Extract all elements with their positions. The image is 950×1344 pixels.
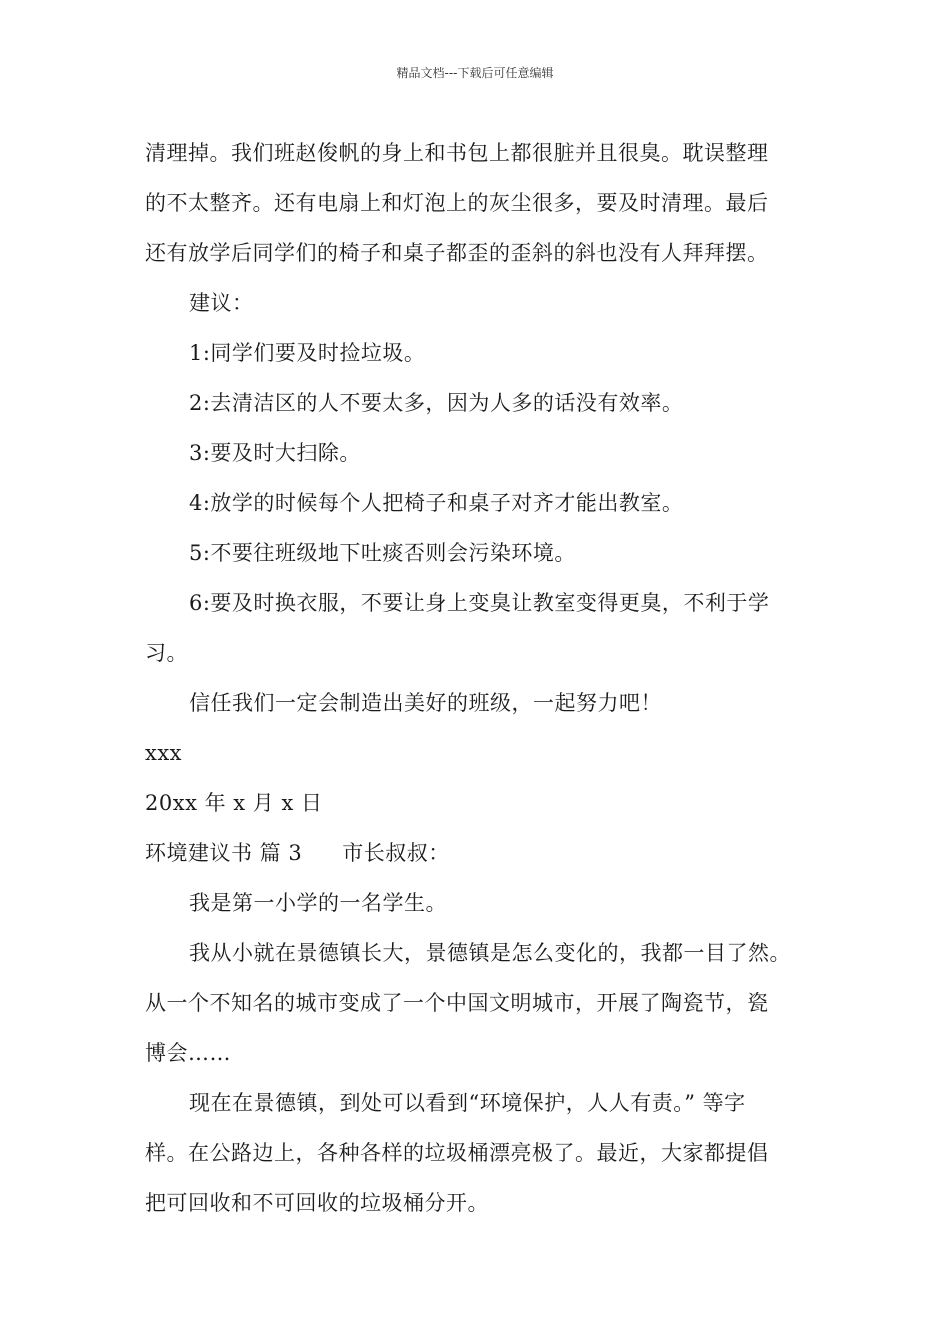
text-line: 把可回收和不可回收的垃圾桶分开。 [145, 1191, 489, 1215]
date: 20xx 年 x 月 x 日 [145, 791, 323, 815]
text-line: 现在在景德镇，到处可以看到“环境保护，人人有责。” 等字 [189, 1091, 746, 1115]
suggestion-item: 2:去清洁区的人不要太多，因为人多的话没有效率。 [189, 391, 684, 415]
text-line: 习。 [145, 641, 188, 665]
page-header: 精品文档---下载后可任意编辑 [396, 66, 554, 80]
suggestions-heading: 建议： [189, 291, 254, 315]
text-line: 从一个不知名的城市变成了一个中国文明城市，开展了陶瓷节，瓷 [145, 991, 769, 1015]
text-line: 的不太整齐。还有电扇上和灯泡上的灰尘很多，要及时清理。最后 [145, 191, 769, 215]
document-body [145, 128, 825, 1228]
salutation: 市长叔叔： [342, 841, 450, 865]
text-line: 博会…… [145, 1041, 231, 1065]
text-line: 我是第一小学的一名学生。 [189, 891, 447, 915]
suggestion-item: 5:不要往班级地下吐痰否则会污染环境。 [189, 541, 576, 565]
text-line: 样。在公路边上，各种各样的垃圾桶漂亮极了。最近，大家都提倡 [145, 1141, 769, 1165]
text-line: 清理掉。我们班赵俊帆的身上和书包上都很脏并且很臭。耽误整理 [145, 141, 769, 165]
section-title-line [145, 828, 825, 878]
text-line: 我从小就在景德镇长大，景德镇是怎么变化的，我都一目了然。 [189, 941, 791, 965]
suggestion-item: 1:同学们要及时捡垃圾。 [189, 341, 426, 365]
suggestion-item: 6:要及时换衣服，不要让身上变臭让教室变得更臭，不利于学 [189, 591, 770, 615]
suggestion-item: 3:要及时大扫除。 [189, 441, 361, 465]
signature: xxx [145, 741, 183, 765]
suggestion-item: 4:放学的时候每个人把椅子和桌子对齐才能出教室。 [189, 491, 684, 515]
text-line: 还有放学后同学们的椅子和桌子都歪的歪斜的斜也没有人拜拜摆。 [145, 241, 769, 265]
section-title: 环境建议书 篇 3 [145, 841, 303, 865]
closing-line: 信任我们一定会制造出美好的班级，一起努力吧！ [189, 691, 662, 715]
